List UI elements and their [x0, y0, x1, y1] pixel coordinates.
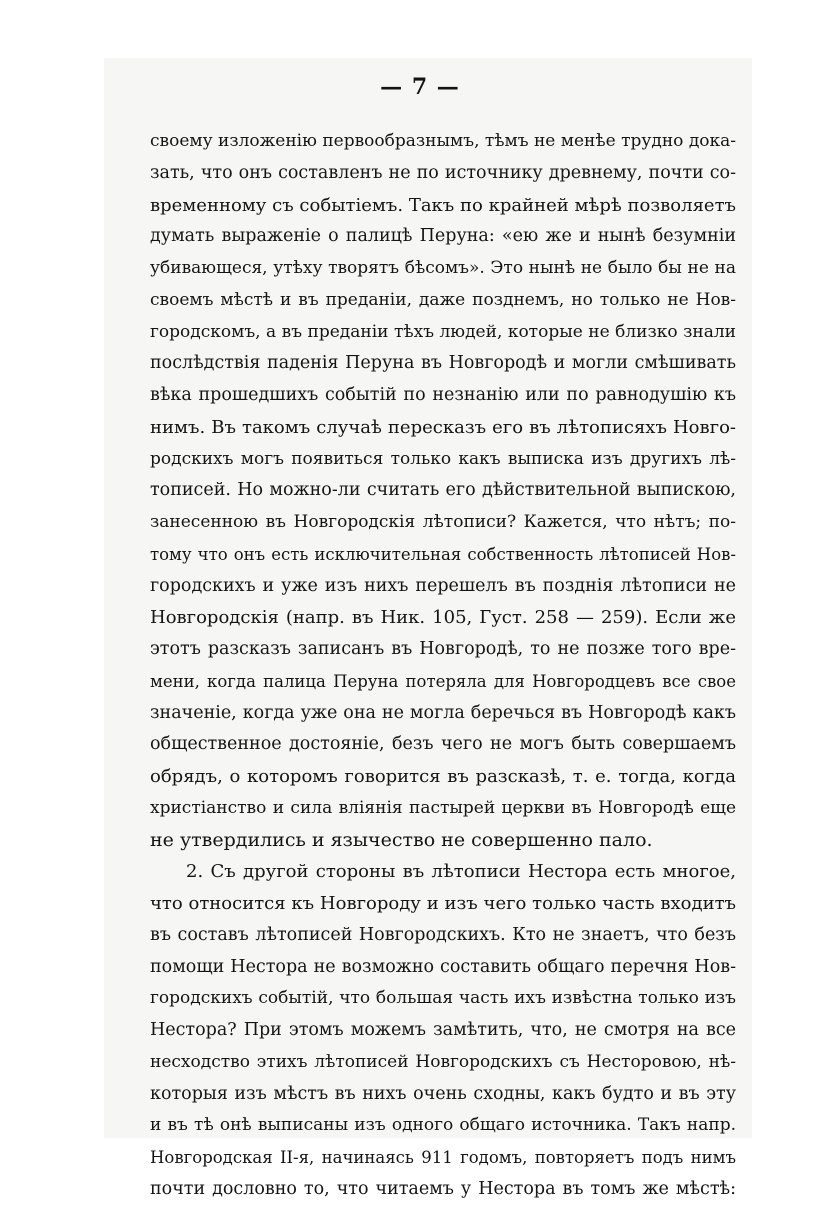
text-line: что относится къ Новгороду и изъ чего только часть входитъ [150, 893, 736, 914]
text-line: временному съ событіемъ. Такъ по крайней мѣрѣ позволяетъ [150, 194, 736, 216]
text-line: мени, когда палица Перуна потеряла для Новгородцевъ все свое [150, 671, 736, 691]
text-line: которыя изъ мѣстъ въ нихъ очень сходны, какъ будто и въ эту [150, 1083, 736, 1104]
text-line: своему изложенію первообразнымъ, тѣмъ не менѣе трудно дока- [150, 131, 736, 151]
text-line: занесенною въ Новгородскія лѣтописи? Кажется, что нѣтъ; по- [150, 512, 736, 532]
text-line: несходство этихъ лѣтописей Новгородскихъ съ Несторовою, нѣ- [150, 1051, 736, 1072]
text-line: обрядъ, о которомъ говорится въ разсказѣ, т. е. тогда, когда [150, 766, 736, 787]
text-line: городскомъ, а въ преданіи тѣхъ людей, которые не близко знали [150, 321, 736, 342]
text-line: тому что онъ есть исключительная собственность лѣтописей Нов- [150, 544, 736, 564]
body-text [150, 126, 736, 1206]
text-line: своемъ мѣстѣ и въ преданіи, даже позднемъ, но только не Нов- [150, 289, 736, 310]
text-line: 2. Съ другой стороны въ лѣтописи Нестора есть многое, [186, 861, 736, 883]
text-line: нимъ. Въ такомъ случаѣ пересказъ его въ лѣтописяхъ Новго- [150, 416, 736, 438]
text-line: родскихъ могъ появиться только какъ выписка изъ другихъ лѣ- [150, 448, 736, 469]
text-line: убивающеся, утѣху творятъ бѣсомъ». Это нынѣ не было бы не на [150, 258, 736, 278]
text-line: этотъ разсказъ записанъ въ Новгородѣ, то не позже того вре- [150, 639, 736, 659]
text-line: Новгородскія (напр. въ Ник. 105, Густ. 258 — 259). Если же [150, 607, 736, 629]
text-line: не утвердились и язычество не совершенно пало. [150, 828, 653, 851]
text-line: вѣка прошедшихъ событій по незнанію или по равнодушію къ [150, 385, 736, 405]
text-line: Нестора? При этомъ можемъ замѣтить, что, не смотря на все [150, 1020, 736, 1040]
text-line: зать, что онъ составленъ не по источнику древнему, почти со- [150, 162, 736, 183]
text-line: и въ тѣ онѣ выписаны изъ одного общаго источника. Такъ напр. [150, 1115, 736, 1136]
text-line: городскихъ событій, что большая часть ихъ извѣстна только изъ [150, 988, 736, 1009]
text-line: христіанство и сила вліянія пастырей церкви въ Новгородѣ еще [150, 797, 736, 818]
text-line: думать выраженіе о палицѣ Перуна: «ею же и нынѣ безумніи [150, 226, 736, 247]
text-line: значеніе, когда уже она не могла беречься въ Новгородѣ какъ [150, 702, 736, 723]
text-line: послѣдствія паденія Перуна въ Новгородѣ и могли смѣшивать [150, 353, 736, 374]
text-line: тописей. Но можно-ли считать его дѣйствительной выпискою, [150, 480, 736, 501]
text-line: городскихъ и уже изъ нихъ перешелъ въ позднія лѣтописи не [150, 575, 736, 596]
text-line: въ составъ лѣтописей Новгородскихъ. Кто не знаетъ, что безъ [150, 924, 736, 945]
paragraph-2 [150, 856, 736, 1205]
text-line: общественное достояніе, безъ чего не могъ быть совершаемъ [150, 734, 736, 755]
page-number: — 7 — [380, 74, 460, 100]
text-line: Новгородская II-я, начинаясь 911 годомъ, повторяетъ подъ нимъ [150, 1148, 736, 1167]
text-line: почти дословно то, что читаемъ у Нестора въ томъ же мѣстѣ: [150, 1178, 736, 1199]
text-line: помощи Нестора не возможно составить общаго перечня Нов- [150, 956, 736, 977]
paragraph-1 [150, 126, 736, 856]
